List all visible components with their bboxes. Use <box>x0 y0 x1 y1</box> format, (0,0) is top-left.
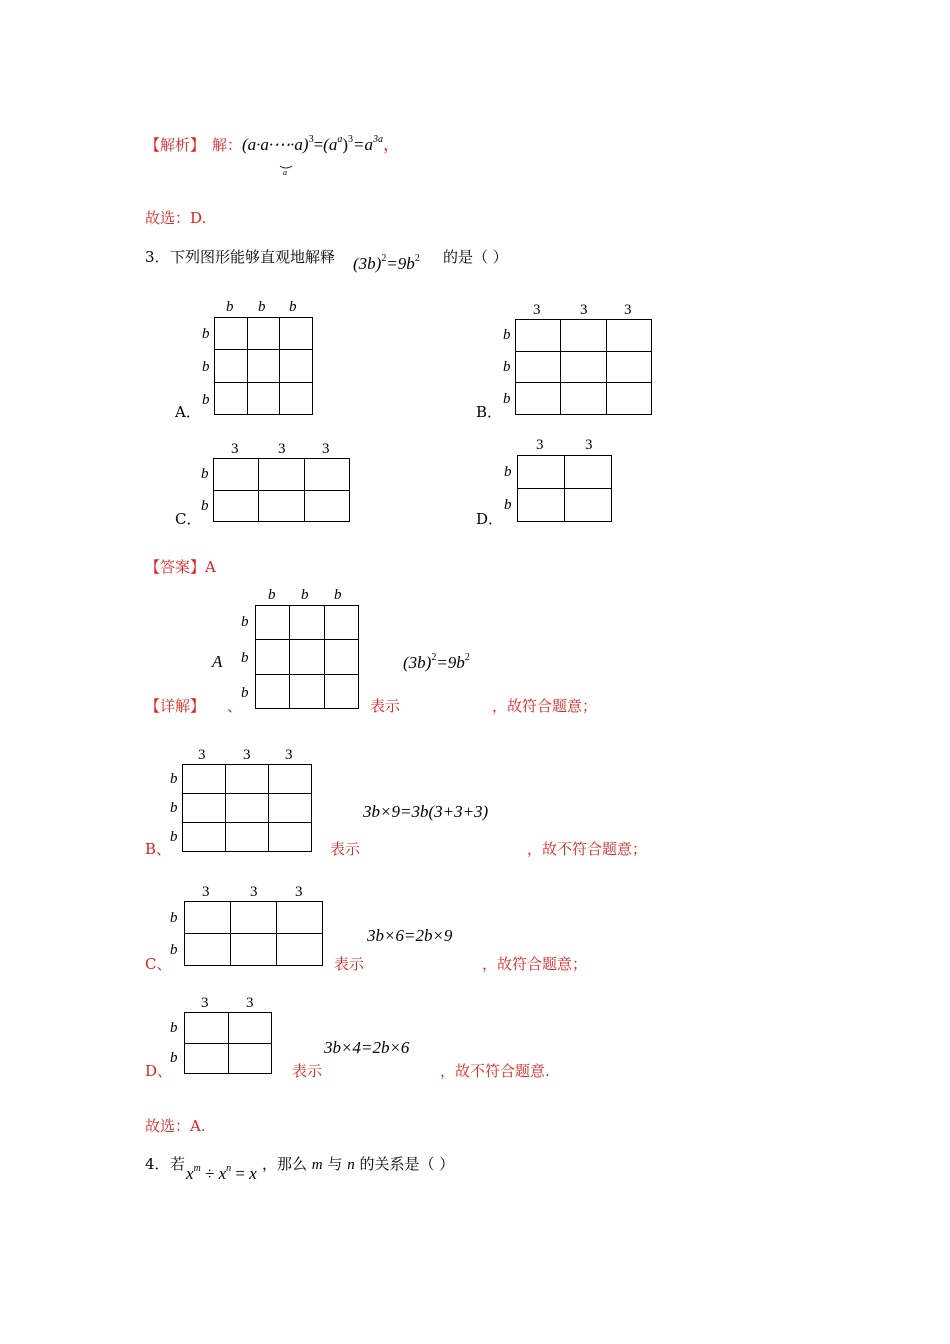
q3-formula <box>353 253 420 274</box>
q4-m: m <box>311 1157 323 1173</box>
detail-a-formula-lhs: (3b) <box>403 653 432 672</box>
grid-label: 3 <box>246 995 254 1011</box>
grid-label: 3 <box>322 441 330 457</box>
q4-number: 4． <box>145 1155 170 1173</box>
detail-c-formula: 3b×6=2b×9 <box>367 926 453 945</box>
grid-label: 3 <box>580 302 588 318</box>
detail-c-grid <box>184 901 323 966</box>
grid-label: b <box>504 464 512 480</box>
grid-label: 3 <box>231 441 239 457</box>
grid-label: b <box>503 359 511 375</box>
grid-label: 3 <box>201 995 209 1011</box>
analysis-expr: (a·a·⋯·a) <box>242 135 309 154</box>
analysis-eq2: =a <box>353 135 373 154</box>
option-b-grid <box>515 319 652 415</box>
detail-b-letter: B、 <box>145 840 172 858</box>
detail-a-formula-exp: 2 <box>431 652 437 663</box>
grid-label: b <box>170 829 178 845</box>
grid-label: b <box>504 497 512 513</box>
analysis-exp-outer: 3 <box>308 134 314 145</box>
detail-b-formula: 3b×9=3b(3+3+3) <box>363 802 489 821</box>
grid-label: b <box>241 650 249 666</box>
grid-label: b <box>170 1050 178 1066</box>
grid-label: b <box>334 587 342 603</box>
answer-label-text: 【答案】 <box>145 558 206 576</box>
q4-n: n <box>347 1157 355 1173</box>
analysis-formula <box>242 130 400 155</box>
option-d-label: D． <box>476 510 504 528</box>
q3-formula-rhs: =9b <box>386 254 415 273</box>
analysis-comma: ， <box>383 135 400 154</box>
answer-value: A <box>205 558 216 576</box>
detail-d-shows: 表示 <box>292 1062 323 1080</box>
grid-label: b <box>170 771 178 787</box>
q4-word-if: 若 <box>170 1155 186 1173</box>
analysis-exp-outer2: 3 <box>348 134 354 145</box>
q3-number: 3． <box>145 248 170 266</box>
detail-a-grid <box>255 605 359 709</box>
grid-label: b <box>241 614 249 630</box>
grid-label: 3 <box>536 437 544 453</box>
grid-label: 3 <box>278 441 286 457</box>
grid-label: 3 <box>533 302 541 318</box>
detail-c-result: ，故符合题意； <box>482 955 588 973</box>
analysis-label: 【解析】 <box>145 136 206 154</box>
option-a-grid <box>214 317 313 415</box>
grid-label: b <box>301 587 309 603</box>
answer-prev: 故选：D. <box>145 209 207 227</box>
detail-c-shows: 表示 <box>334 955 365 973</box>
detail-a-formula-rhs-exp: 2 <box>464 652 470 663</box>
grid-label: b <box>289 299 297 315</box>
grid-label: b <box>258 299 266 315</box>
q4-with: 与 <box>327 1155 343 1173</box>
grid-label: 3 <box>198 747 206 763</box>
q3-formula-lhs: (3b) <box>353 254 382 273</box>
option-a-label: A． <box>175 403 201 421</box>
q4-m-exp: m <box>193 1163 201 1174</box>
grid-label: b <box>202 326 210 342</box>
grid-label: 3 <box>295 884 303 900</box>
grid-label: 3 <box>585 437 593 453</box>
detail-d-letter: D、 <box>145 1062 173 1080</box>
detail-a-result: ，故符合题意； <box>492 697 598 715</box>
option-c-label: C． <box>175 510 202 528</box>
grid-label: 3 <box>624 302 632 318</box>
grid-label: b <box>201 466 209 482</box>
q4-stem-after: ，那么 <box>262 1155 308 1173</box>
grid-label: b <box>241 685 249 701</box>
detail-a-letter: A <box>212 652 223 671</box>
answer-label <box>145 556 216 577</box>
q3-stem-before: 下列图形能够直观地解释 <box>170 248 336 266</box>
q4-stem-end: 的关系是（ ） <box>359 1155 455 1173</box>
q3-stem-after: 的是（ ） <box>443 248 508 266</box>
grid-label: b <box>503 391 511 407</box>
option-d-grid <box>517 455 612 522</box>
grid-label: b <box>170 942 178 958</box>
analysis-exp-3a: 3a <box>373 134 383 145</box>
grid-label: b <box>170 910 178 926</box>
detail-a-shows: 表示 <box>370 697 401 715</box>
detail-d-formula: 3b×4=2b×6 <box>324 1038 410 1057</box>
analysis-expr2: (a <box>323 135 338 154</box>
detail-d-grid <box>184 1012 272 1074</box>
final-answer: 故选：A. <box>145 1117 206 1135</box>
detail-label: 【详解】 <box>145 697 206 715</box>
option-c-grid <box>213 458 350 522</box>
analysis-exp-a: a <box>337 134 343 145</box>
grid-label: 3 <box>250 884 258 900</box>
grid-label: 3 <box>285 747 293 763</box>
detail-c-letter: C、 <box>145 955 172 973</box>
q3-formula-exp: 2 <box>381 253 387 264</box>
grid-label: b <box>268 587 276 603</box>
grid-label: b <box>170 1020 178 1036</box>
detail-a-sep: 、 <box>227 697 243 715</box>
grid-label: b <box>226 299 234 315</box>
grid-label: 3 <box>202 884 210 900</box>
grid-label: b <box>503 327 511 343</box>
grid-label: b <box>201 498 209 514</box>
brace-count: a <box>283 168 287 177</box>
detail-b-grid <box>182 764 312 852</box>
analysis-prefix: 解： <box>212 136 243 154</box>
option-b-label: B． <box>476 403 503 421</box>
detail-b-shows: 表示 <box>330 840 361 858</box>
grid-label: b <box>202 359 210 375</box>
detail-a-formula <box>403 652 470 673</box>
grid-label: 3 <box>243 747 251 763</box>
grid-label: b <box>170 800 178 816</box>
detail-b-result: ，故不符合题意； <box>527 840 648 858</box>
grid-label: b <box>202 392 210 408</box>
detail-a-formula-rhs: =9b <box>436 653 465 672</box>
q4-n-exp: n <box>226 1163 232 1174</box>
q4-formula: $x^m \div x^n = x$ <box>186 1163 257 1183</box>
analysis-eq: = <box>313 135 324 154</box>
analysis-expr2-close: ) <box>342 135 349 154</box>
q3-formula-rhs-exp: 2 <box>414 253 420 264</box>
detail-d-result: ，故不符合题意. <box>440 1062 550 1080</box>
q4-stem <box>262 1153 454 1174</box>
